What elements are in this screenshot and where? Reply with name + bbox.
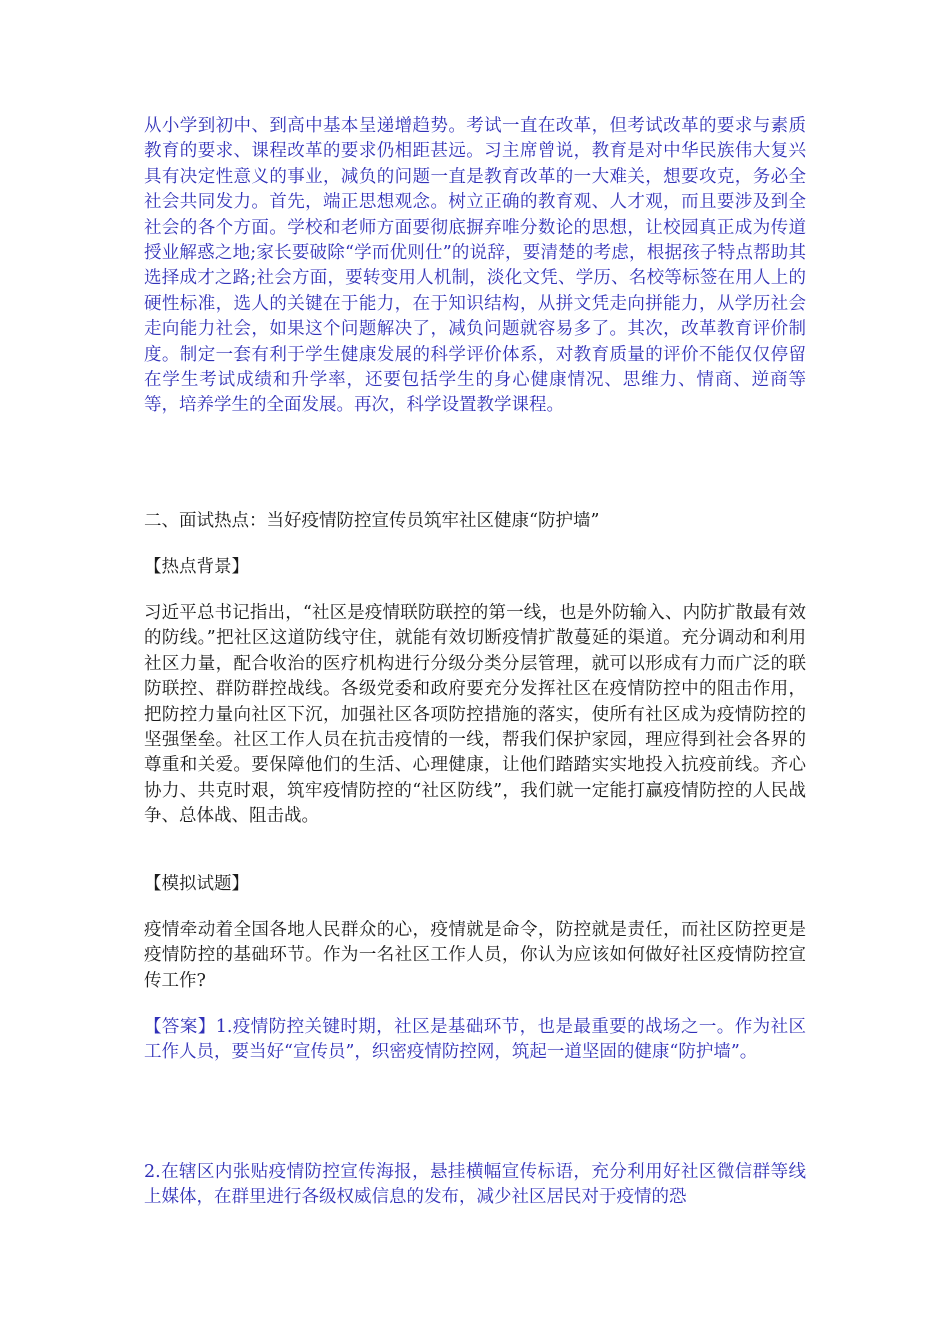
paragraph-education-reform: 从小学到初中、到高中基本呈递增趋势。考试一直在改革，但考试改革的要求与素质教育的要求、课程改革的要求仍相距甚远。习主席曾说，教育是对中华民族伟大复兴具有决定性意义的事业，减负的问题一直是教育改革的一大难关，想要攻克，务必全社会共同发力。首先，端正思想观念。树立正确的教育观、人才观，而且要涉及到全社会的各个方面。学校和老师方面要彻底摒弃唯分数论的思想，让校园真正成为传道授业解惑之地;家长要破除“学而优则仕”的说辞，要清楚的考虑，根据孩子特点帮助其选择成才之路;社会方面，要转变用人机制，淡化文凭、学历、名校等标签在用人上的硬性标准，选人的关键在于能力，在于知识结构，从拼文凭走向拼能力，从学历社会走向能力社会，如果这个问题解决了，减负问题就容易多了。其次，改革教育评价制度。制定一套有利于学生健康发展的科学评价体系，对教育质量的评价不能仅仅停留在学生考试成绩和升学率，还要包括学生的身心健康情况、思维力、情商、逆商等等，培养学生的全面发展。再次，科学设置教学课程。 (144, 116, 806, 416)
answer-1-text: 1.疫情防控关键时期，社区是基础环节，也是最重要的战场之一。作为社区工作人员，要当好“宣传员”，织密疫情防控网，筑起一道坚固的健康“防护墙”。 (144, 1017, 806, 1063)
paragraph-hotspot-background: 习近平总书记指出，“社区是疫情联防联控的第一线，也是外防输入、内防扩散最有效的防线。”把社区这道防线守住，就能有效切断疫情扩散蔓延的渠道。充分调动和利用社区力量，配合收治的医疗机构进行分级分类分层管理，就可以形成有力而广泛的联防联控、群防群控战线。各级党委和政府要充分发挥社区在疫情防控中的阻击作用，把防控力量向社区下沉，加强社区各项防控措施的落实，使所有社区成为疫情防控的坚强堡垒。社区工作人员在抗击疫情的一线，帮我们保护家园，理应得到社会各界的尊重和关爱。要保障他们的生活、心理健康，让他们踏踏实实地投入抗疫前线。齐心协力、共克时艰，筑牢疫情防控的“社区防线”，我们就一定能打赢疫情防控的人民战争、总体战、阻击战。 (144, 603, 806, 827)
label-hotspot-background: 【热点背景】 (144, 557, 249, 577)
paragraph-answer-1 (144, 1015, 806, 1066)
section-heading-interview-hotspot: 二、面试热点：当好疫情防控宣传员筑牢社区健康“防护墙” (144, 511, 600, 531)
label-mock-question: 【模拟试题】 (144, 874, 249, 894)
paragraph-answer-2: 2.在辖区内张贴疫情防控宣传海报，悬挂横幅宣传标语，充分利用好社区微信群等线上媒体，在群里进行各级权威信息的发布，减少社区居民对于疫情的恐 (144, 1162, 806, 1208)
paragraph-mock-question: 疫情牵动着全国各地人民群众的心，疫情就是命令，防控就是责任，而社区防控更是疫情防控的基础环节。作为一名社区工作人员，你认为应该如何做好社区疫情防控宣传工作? (144, 920, 806, 991)
label-answer: 【答案】 (144, 1017, 216, 1037)
